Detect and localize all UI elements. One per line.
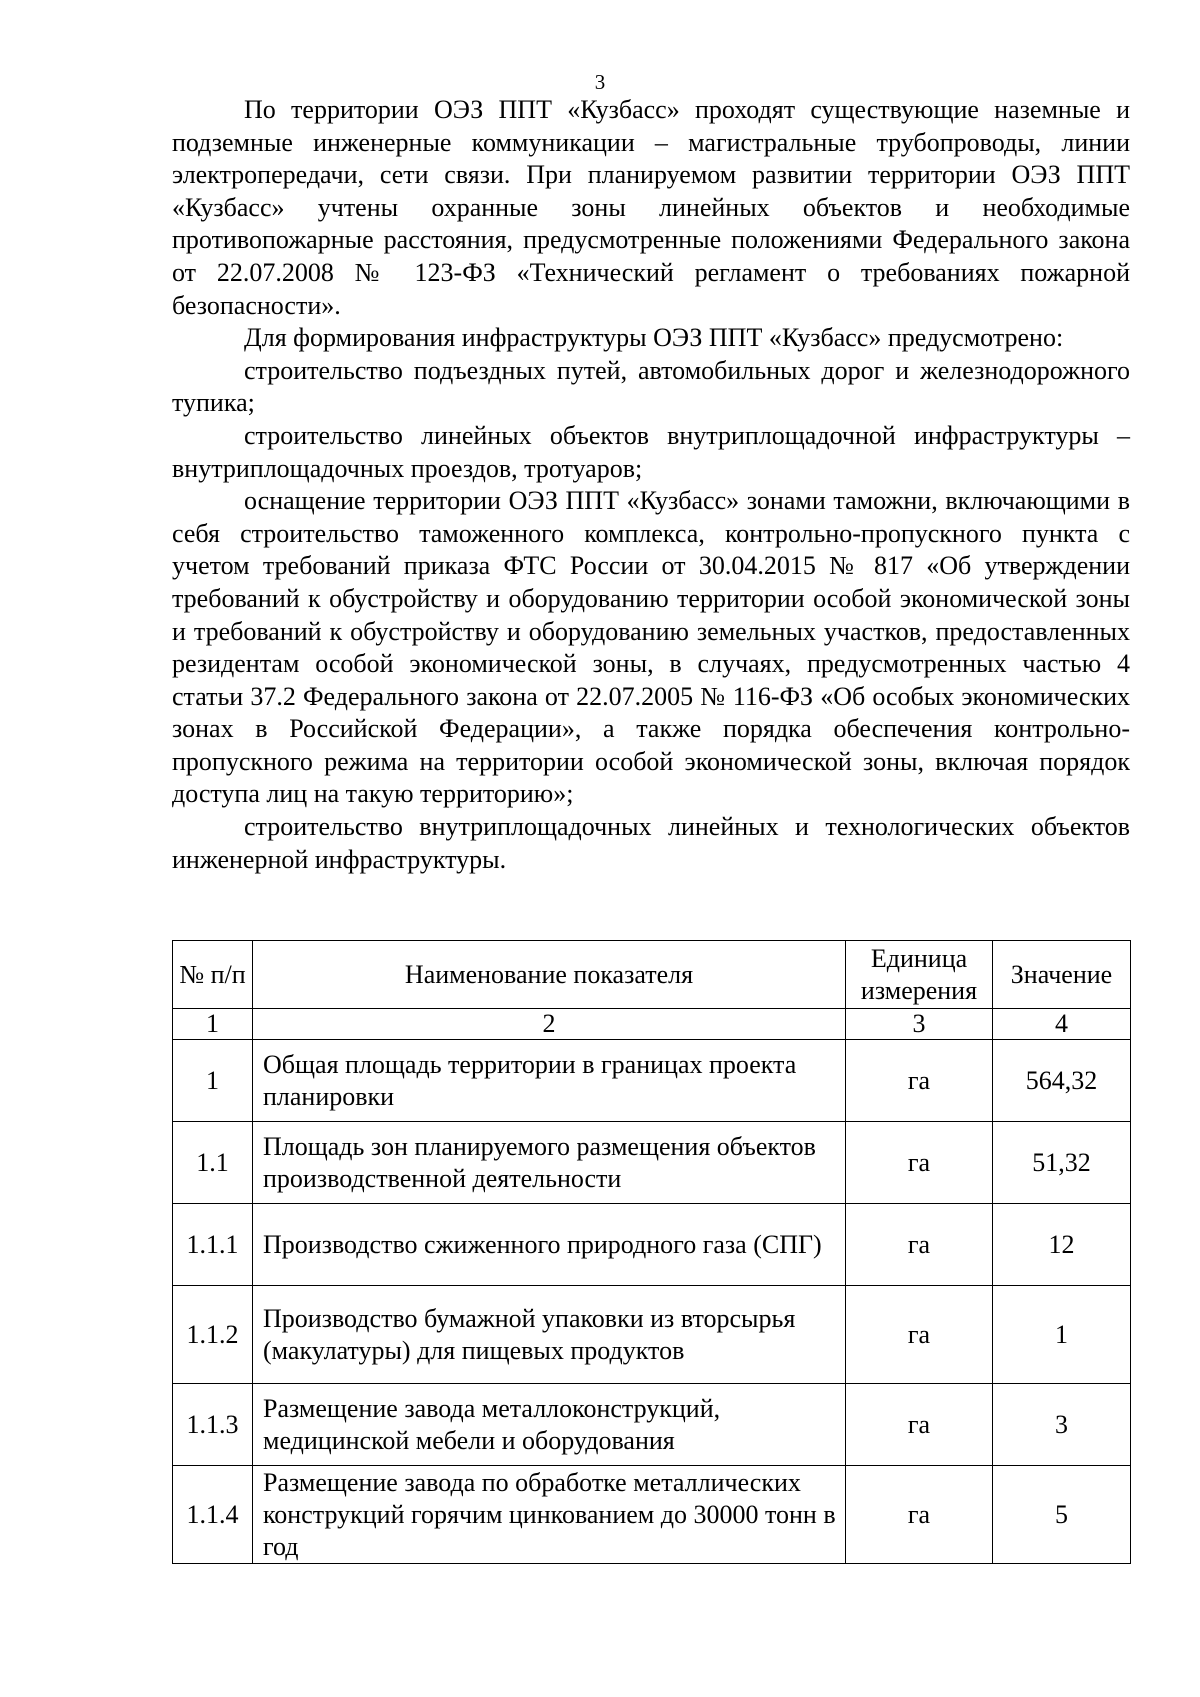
- row-number: 1.1.4: [173, 1466, 253, 1564]
- paragraph-linear-objects: строительство линейных объектов внутриплощадочной инфраструктуры – внутриплощадочных проездов, тротуаров;: [172, 420, 1130, 483]
- indicator-unit: га: [846, 1466, 993, 1564]
- table-row: [173, 1466, 1131, 1564]
- indicator-value: 12: [993, 1204, 1131, 1286]
- indicator-name: Площадь зон планируемого размещения объектов производственной деятельности: [253, 1122, 846, 1204]
- document-body: [172, 94, 1130, 876]
- indicator-name: Производство бумажной упаковки из вторсырья (макулатуры) для пищевых продуктов: [253, 1286, 846, 1384]
- table-row: [173, 1286, 1131, 1384]
- indicator-name: Размещение завода металлоконструкций, медицинской мебели и оборудования: [253, 1384, 846, 1466]
- row-number: 1.1.2: [173, 1286, 253, 1384]
- table-row: [173, 1384, 1131, 1466]
- paragraph-engineering-objects: строительство внутриплощадочных линейных и технологических объектов инженерной инфраструктуры.: [172, 812, 1130, 874]
- indicator-name: Общая площадь территории в границах проекта планировки: [253, 1040, 846, 1122]
- indicator-unit: га: [846, 1040, 993, 1122]
- row-number: 1.1: [173, 1122, 253, 1204]
- indicator-unit: га: [846, 1384, 993, 1466]
- indicator-name: Производство сжиженного природного газа (СПГ): [253, 1204, 846, 1286]
- column-number: 2: [253, 1009, 846, 1040]
- indicator-value: 5: [993, 1466, 1131, 1564]
- column-number-row: [173, 1009, 1131, 1040]
- table-header-row: [173, 941, 1131, 1009]
- page-number: 3: [594, 70, 606, 94]
- table-row: [173, 1204, 1131, 1286]
- indicator-value: 3: [993, 1384, 1131, 1466]
- paragraph-access-roads: строительство подъездных путей, автомобильных дорог и железнодорожного тупика;: [172, 355, 1130, 418]
- indicators-table: [172, 940, 1131, 1564]
- paragraph-customs-zones: оснащение территории ОЭЗ ППТ «Кузбасс» зонами таможни, включающими в себя строительство таможенного комплекса, контрольно-пропускного пункта с учетом требований приказа ФТС России от 30.04.2015 № 817 «Об утверждении требований к обустройству и оборудованию территории особой экономической зоны и требований к обустройству и оборудованию земельных участков, предоставленных резидентам особой экономической зоны, в случаях, предусмотренных частью 4 статьи 37.2 Федерального закона от 22.07.2005 № 116-ФЗ «Об особых экономических зонах в Российской Федерации», а также порядка обеспечения контрольно-пропускного режима на территории особой экономической зоны, включая порядок доступа лиц на такую территорию»;: [172, 486, 1130, 809]
- indicator-value: 564,32: [993, 1040, 1131, 1122]
- header-value: Значение: [993, 941, 1131, 1009]
- indicator-unit: га: [846, 1204, 993, 1286]
- header-unit: Единица измерения: [846, 941, 993, 1009]
- paragraph-infrastructure-intro: Для формирования инфраструктуры ОЭЗ ППТ «Кузбасс» предусмотрено:: [244, 323, 1064, 353]
- column-number: 4: [993, 1009, 1131, 1040]
- row-number: 1: [173, 1040, 253, 1122]
- indicator-unit: га: [846, 1122, 993, 1204]
- header-number: № п/п: [173, 941, 253, 1009]
- paragraph-utilities: По территории ОЭЗ ППТ «Кузбасс» проходят существующие наземные и подземные инженерные коммуникации – магистральные трубопроводы, линии электропередачи, сети связи. При планируемом развитии территории ОЭЗ ППТ «Кузбасс» учтены охранные зоны линейных объектов и необходимые противопожарные расстояния, предусмотренные положениями Федерального закона от 22.07.2008 № 123-ФЗ «Технический регламент о требованиях пожарной безопасности».: [172, 95, 1130, 320]
- row-number: 1.1.3: [173, 1384, 253, 1466]
- table-row: [173, 1040, 1131, 1122]
- indicator-value: 1: [993, 1286, 1131, 1384]
- header-indicator-name: Наименование показателя: [253, 941, 846, 1009]
- row-number: 1.1.1: [173, 1204, 253, 1286]
- indicator-value: 51,32: [993, 1122, 1131, 1204]
- table-row: [173, 1122, 1131, 1204]
- indicator-unit: га: [846, 1286, 993, 1384]
- indicator-name: Размещение завода по обработке металлических конструкций горячим цинкованием до 30000 тонн в год: [253, 1466, 846, 1564]
- column-number: 3: [846, 1009, 993, 1040]
- column-number: 1: [173, 1009, 253, 1040]
